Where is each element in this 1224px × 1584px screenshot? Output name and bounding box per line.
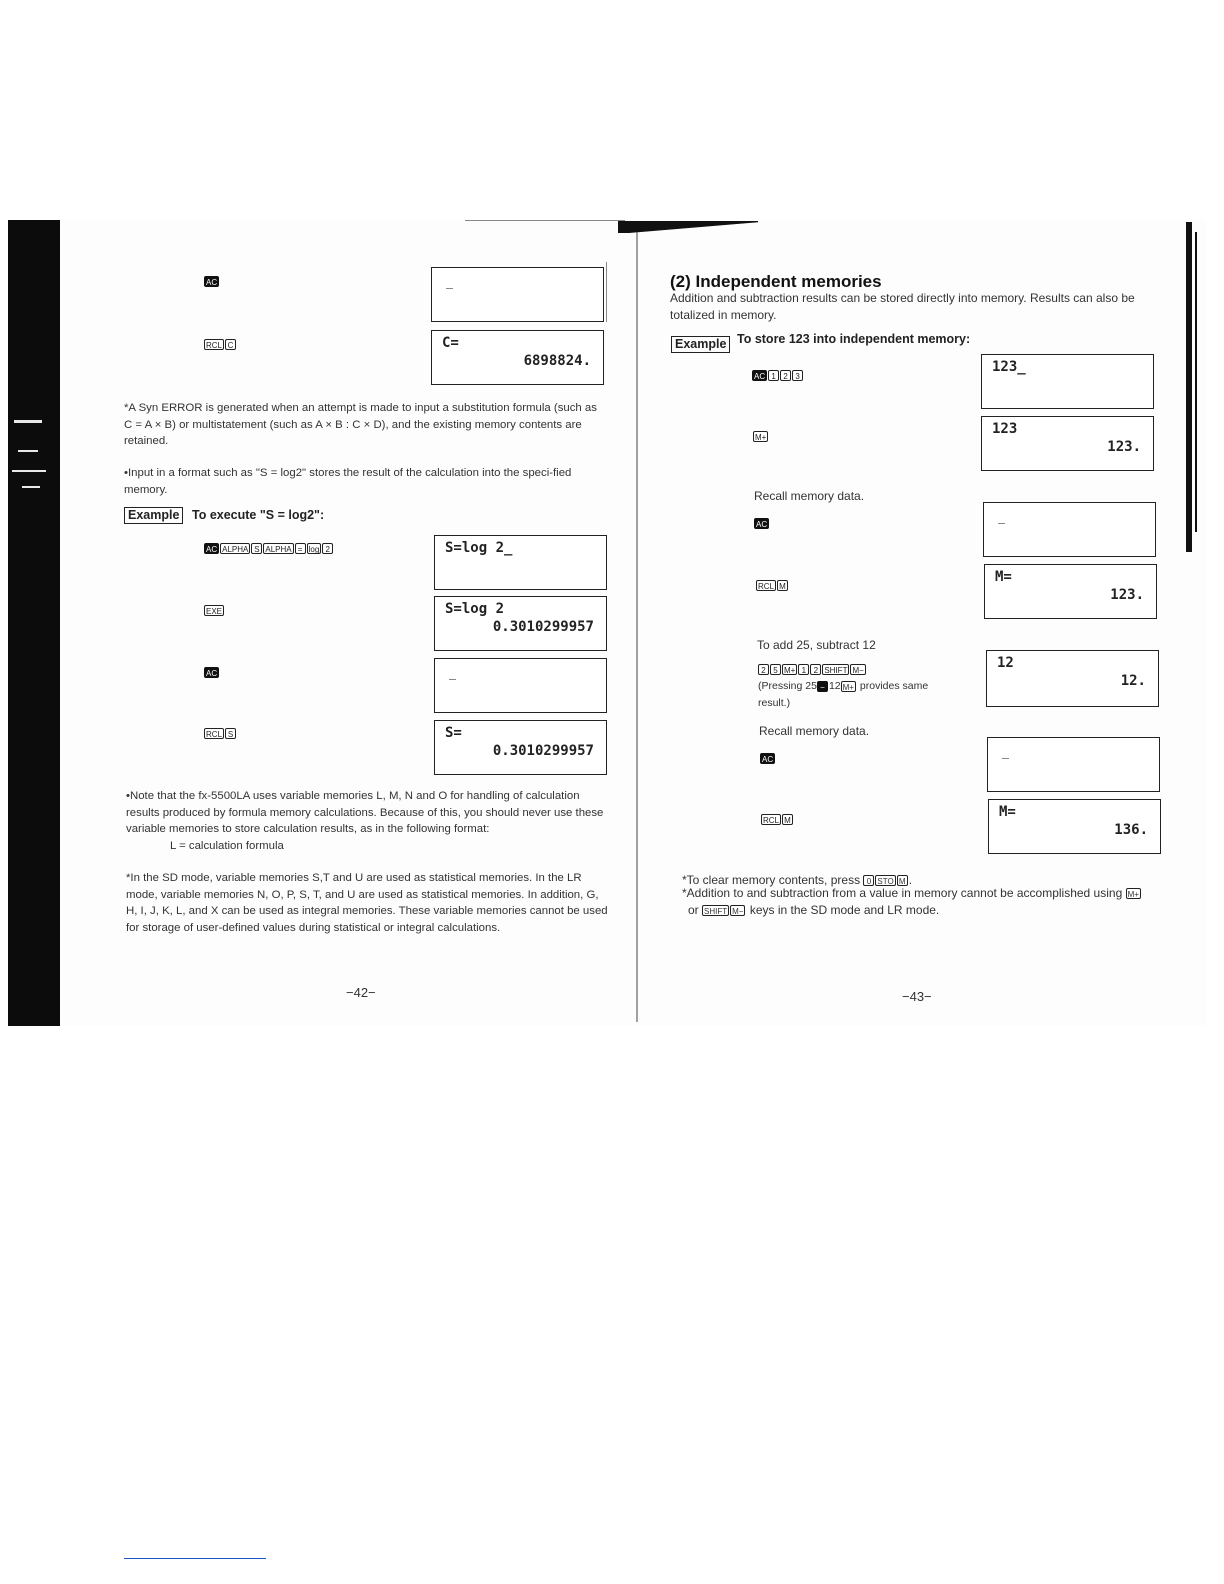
display-r4 — [984, 564, 1157, 619]
example-label: Example — [671, 336, 730, 353]
display-line2: 12. — [1120, 673, 1146, 689]
bottom-link-line — [124, 1558, 266, 1559]
two-key: 2 — [810, 664, 821, 675]
m-minus-key: M− — [852, 666, 864, 676]
log-key: log — [308, 545, 320, 555]
keys-ac-r2 — [760, 750, 776, 768]
c-key: C — [225, 339, 236, 350]
keys-add-subtract — [758, 661, 867, 679]
display-line2: 136. — [1114, 822, 1148, 838]
example-title: To execute "S = log2": — [192, 508, 325, 522]
display-cursor — [1002, 758, 1009, 759]
gutter-mark — [606, 262, 607, 322]
display-line1: M= — [999, 804, 1016, 820]
rcl-key: RCL — [206, 730, 223, 740]
m-key: M — [897, 875, 908, 886]
ac-key: AC — [206, 669, 218, 679]
note-input-format: •Input in a format such as "S = log2" stores the result of the calculation into the speci-fied memory. — [124, 467, 572, 496]
display-r1 — [981, 354, 1154, 409]
addition-text-a: *Addition to and subtraction from a value in memory cannot be accomplished using — [682, 886, 1123, 900]
two-key: 2 — [780, 370, 791, 381]
note-variable-memories: •Note that the fx-5500LA uses variable memories L, M, N and O for handling of calculation results produced by formula memory calculations. Because of this, you should never use these variable memories to store calculation results, as in the following format: — [126, 790, 604, 835]
display-r5 — [986, 650, 1159, 707]
alpha-key: ALPHA — [222, 545, 249, 555]
two-key: 2 — [322, 543, 333, 554]
addition-text-c: keys in the SD mode and LR mode. — [749, 902, 940, 917]
page-number-right: −43− — [902, 989, 932, 1004]
note-addition — [682, 885, 1164, 918]
display-line2: 6898824. — [523, 353, 591, 369]
ac-key: AC — [756, 520, 768, 530]
display-line2: 0.3010299957 — [492, 619, 594, 635]
m-key: M — [777, 580, 788, 591]
minus-key: − — [817, 681, 828, 692]
keys-ac-1 — [204, 273, 220, 291]
display-line1: 12 — [997, 655, 1014, 671]
rcl-key: RCL — [763, 816, 780, 826]
display-r3 — [983, 502, 1156, 557]
example-title: To store 123 into independent memory: — [737, 332, 971, 346]
display-line1: S=log 2_ — [445, 540, 513, 556]
two-key: 2 — [758, 664, 769, 675]
sto-key: STO — [877, 877, 894, 887]
ac-key: AC — [754, 372, 766, 382]
alpha-key: ALPHA — [265, 545, 292, 555]
keys-ac-2 — [204, 664, 220, 682]
keys-exe — [204, 602, 225, 620]
shift-key: SHIFT — [704, 906, 728, 916]
page-number-left: −42− — [346, 985, 376, 1000]
recall-label-1: Recall memory data. — [754, 489, 865, 503]
ac-key: AC — [762, 755, 774, 765]
m-plus-key: M+ — [784, 666, 796, 676]
display-line2: 123. — [1107, 439, 1141, 455]
section-heading: (2) Independent memories — [670, 272, 882, 291]
pressing-note — [758, 680, 928, 692]
add-subtract-label: To add 25, subtract 12 — [757, 638, 876, 652]
s-key: S — [251, 543, 262, 554]
top-rule — [465, 220, 625, 221]
display-line2: 0.3010299957 — [492, 743, 594, 759]
display-1 — [431, 267, 604, 322]
equals-key: = — [295, 543, 306, 554]
pressing-text-a: (Pressing 25 — [758, 680, 817, 692]
section-intro: Addition and subtraction results can be stored directly into memory. Results can also be totalized in memory. — [670, 291, 1135, 322]
scan-edge-left — [8, 220, 60, 1026]
keys-ac-123 — [752, 367, 804, 385]
display-cursor — [446, 288, 453, 289]
display-2 — [431, 330, 604, 385]
display-line1: C= — [442, 335, 459, 351]
display-r2 — [981, 416, 1154, 471]
shift-key: SHIFT — [824, 666, 848, 676]
display-r7 — [988, 799, 1161, 854]
display-r6 — [987, 737, 1160, 792]
m-plus-key: M+ — [755, 433, 767, 443]
three-key: 3 — [792, 370, 803, 381]
display-cursor — [998, 523, 1005, 524]
addition-text-b: or — [688, 902, 699, 917]
keys-ac-r1 — [754, 515, 770, 533]
keys-rcl-c — [204, 336, 237, 354]
keys-rcl-m-1 — [756, 577, 789, 595]
note-sd-mode: *In the SD mode, variable memories S,T and U are used as statistical memories. In the LR mode, variable memories N, O, P, S, T, and U are used as statistical memories. In addition, G, H, I, J, K, L, and X can be used as integral memories. These variable memories cannot be used for storage of user-defined values during statistical or integral calculations. — [126, 872, 608, 934]
display-4 — [434, 596, 607, 651]
exe-key: EXE — [206, 607, 223, 617]
ac-key: AC — [206, 278, 218, 288]
recall-label-2: Recall memory data. — [759, 724, 870, 738]
keys-mplus — [753, 428, 769, 446]
note-syn-error: *A Syn ERROR is generated when an attempt is made to input a substitution formula (such as C = A × B) or multistatement (such as A × B : C × D), and the existing memory contents are retained. — [124, 402, 597, 447]
clear-text-end: . — [908, 873, 913, 887]
display-line1: 123_ — [992, 359, 1026, 375]
one-key: 1 — [768, 370, 779, 381]
keys-s-log2 — [204, 540, 334, 558]
m-key: M — [782, 814, 793, 825]
pressing-text-b: 12 — [828, 680, 841, 692]
keys-rcl-m-2 — [761, 811, 794, 829]
display-line1: S= — [445, 725, 462, 741]
rcl-key: RCL — [206, 341, 223, 351]
pressing-text-c: provides same — [859, 680, 929, 692]
note-format-line: L = calculation formula — [170, 840, 284, 852]
keys-rcl-s — [204, 725, 237, 743]
rcl-key: RCL — [758, 582, 775, 592]
example-label: Example — [124, 507, 183, 524]
pressing-note-end: result.) — [758, 697, 791, 709]
m-minus-key: M− — [732, 906, 744, 916]
display-line2: 123. — [1110, 587, 1144, 603]
m-plus-key: M+ — [1127, 890, 1139, 900]
s-key: S — [225, 728, 236, 739]
display-cursor — [449, 679, 456, 680]
five-key: 5 — [770, 664, 781, 675]
display-6 — [434, 720, 607, 775]
m-plus-key: M+ — [842, 682, 854, 692]
ac-key: AC — [206, 545, 218, 555]
center-gutter — [636, 232, 638, 1022]
display-line1: 123 — [992, 421, 1018, 437]
one-key: 1 — [798, 664, 809, 675]
display-line1: S=log 2 — [445, 601, 505, 617]
zero-key: 0 — [863, 875, 874, 886]
scan-edge-right — [1186, 222, 1204, 552]
clear-text: *To clear memory contents, press — [682, 873, 861, 887]
display-line1: M= — [995, 569, 1012, 585]
display-3 — [434, 535, 607, 590]
display-5 — [434, 658, 607, 713]
